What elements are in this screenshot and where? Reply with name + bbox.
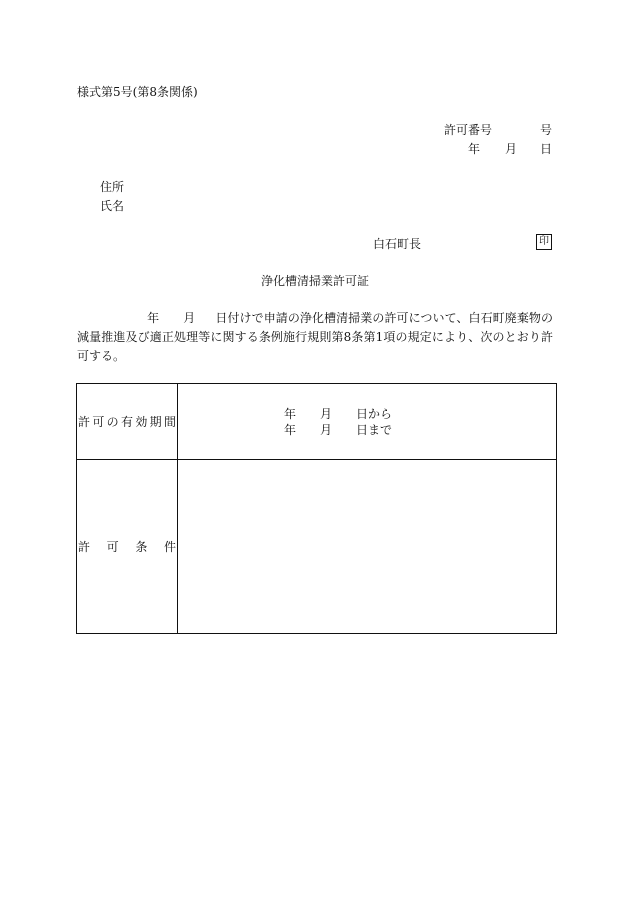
label-char: 効 bbox=[135, 415, 148, 429]
label-char: 有 bbox=[120, 415, 133, 429]
permit-number-label: 許可番号 bbox=[444, 123, 493, 137]
label-char: 許 bbox=[78, 540, 91, 554]
period-label bbox=[77, 413, 177, 430]
label-char: 条 bbox=[135, 540, 148, 554]
period-from-month: 月 bbox=[320, 406, 333, 421]
label-char: の bbox=[106, 415, 119, 429]
permit-table bbox=[76, 383, 557, 634]
name-label: 氏名 bbox=[100, 199, 125, 213]
label-char: 可 bbox=[92, 415, 105, 429]
period-from bbox=[178, 406, 556, 422]
conditions-row bbox=[77, 460, 557, 634]
conditions-value-cell bbox=[178, 460, 557, 634]
body-month: 月 bbox=[183, 311, 196, 325]
address-label: 住所 bbox=[100, 180, 125, 194]
period-from-day: 日から bbox=[356, 406, 393, 421]
document-title: 浄化槽清掃業許可証 bbox=[260, 274, 369, 288]
permit-number-suffix: 号 bbox=[540, 123, 553, 137]
period-row bbox=[77, 384, 557, 460]
label-char: 可 bbox=[106, 540, 119, 554]
body-year: 年 bbox=[147, 311, 160, 325]
issue-date-month: 月 bbox=[505, 142, 518, 156]
seal-mark: 印 bbox=[536, 234, 552, 250]
body-text: 日付けで申請の浄化槽清掃業の許可について、白石町廃棄物の減量推進及び適正処理等に関する条例施行規則第8条第1項の規定により、次のとおり許可する。 bbox=[77, 311, 553, 363]
issuer-title: 白石町長 bbox=[373, 237, 422, 251]
period-to-month: 月 bbox=[320, 422, 333, 437]
form-number: 様式第5号(第8条関係) bbox=[77, 85, 198, 99]
period-to-day: 日まで bbox=[356, 422, 393, 437]
issue-date-year: 年 bbox=[468, 142, 481, 156]
period-to bbox=[178, 422, 556, 438]
period-to-year: 年 bbox=[284, 422, 297, 437]
period-label-cell bbox=[77, 384, 178, 460]
conditions-label bbox=[77, 538, 177, 555]
label-char: 期 bbox=[149, 415, 162, 429]
label-char: 許 bbox=[78, 415, 91, 429]
label-char: 間 bbox=[163, 415, 176, 429]
issue-date-day: 日 bbox=[540, 142, 553, 156]
conditions-label-cell bbox=[77, 460, 178, 634]
period-value-cell bbox=[178, 384, 557, 460]
label-char: 件 bbox=[163, 540, 176, 554]
period-from-year: 年 bbox=[284, 406, 297, 421]
body-paragraph bbox=[77, 309, 553, 366]
